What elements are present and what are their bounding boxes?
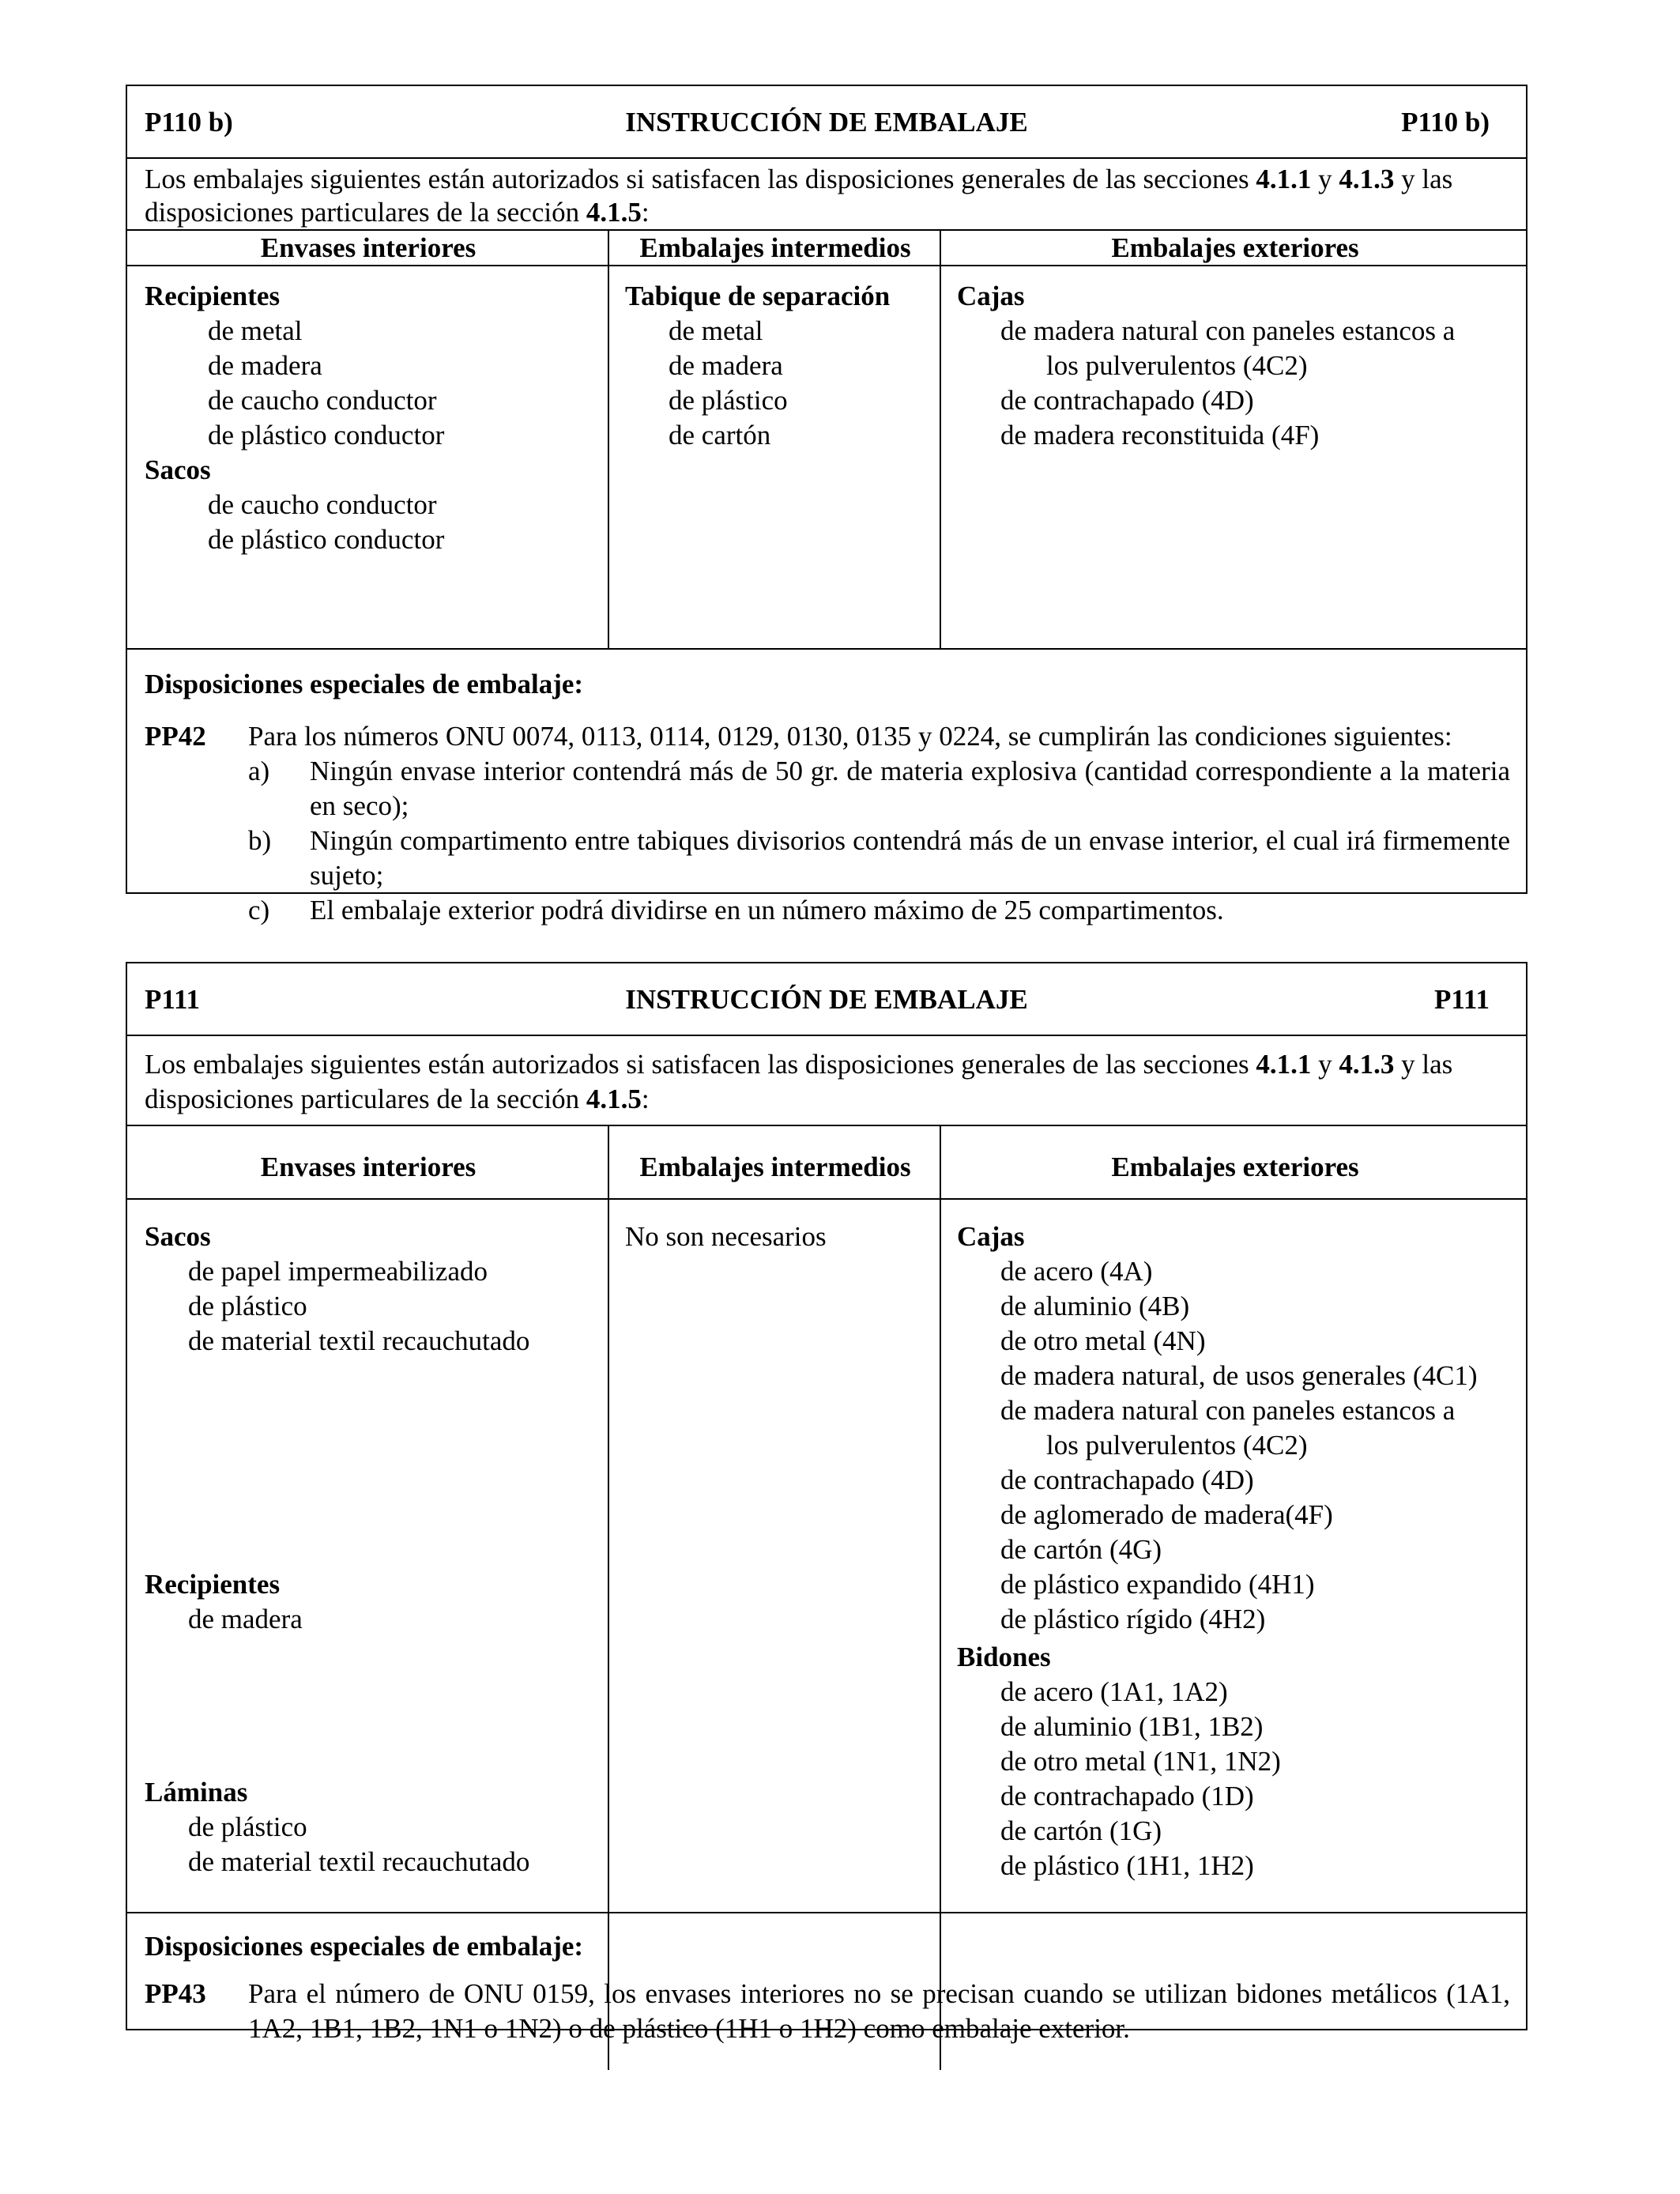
intermediate-packaging-list bbox=[625, 279, 890, 453]
category-heading: Recipientes bbox=[145, 281, 281, 311]
instruction-title: INSTRUCCIÓN DE EMBALAJE bbox=[625, 107, 1028, 138]
instruction-code-left: P111 bbox=[145, 984, 201, 1015]
inner-packaging-list bbox=[145, 1775, 529, 1879]
list-item: de madera natural con paneles estancos a bbox=[1000, 1395, 1456, 1426]
list-item: de plástico bbox=[669, 385, 788, 416]
section-ref: 4.1.3 bbox=[1339, 1049, 1395, 1080]
column-header-outer: Embalajes exteriores bbox=[1111, 1152, 1359, 1182]
list-item-continuation: los pulverulentos (4C2) bbox=[1046, 350, 1308, 381]
item-label: c) bbox=[248, 895, 270, 925]
list-item: de madera reconstituida (4F) bbox=[1000, 420, 1320, 450]
intro-text: Los embalajes siguientes están autorizados si satisfacen las disposiciones generales de las secciones bbox=[145, 1049, 1256, 1080]
provision-paragraph: Para el número de ONU 0159, los envases interiores no se precisan cuando se utilizan bidones metálicos (1A1, 1A2, 1B1, 1B2, 1N1 o 1N2) o de plástico (1H1 o 1H2) como embalaje exterior. bbox=[248, 1978, 1510, 2044]
divider bbox=[127, 265, 1526, 266]
intro-text: : bbox=[641, 1084, 650, 1114]
provision-item bbox=[248, 754, 1510, 824]
item-text: Ningún envase interior contendrá más de 50 gr. de materia explosiva (cantidad correspondiente a la materia en seco); bbox=[310, 756, 1510, 821]
list-item: de plástico conductor bbox=[208, 420, 445, 450]
list-item: No son necesarios bbox=[625, 1221, 827, 1252]
list-item: de contrachapado (1D) bbox=[1000, 1781, 1254, 1811]
special-provisions-title: Disposiciones especiales de embalaje: bbox=[145, 1931, 584, 1962]
category-heading: Sacos bbox=[145, 1221, 211, 1252]
provision-paragraph: Para los números ONU 0074, 0113, 0114, 0129, 0130, 0135 y 0224, se cumplirán las condiciones siguientes: bbox=[248, 721, 1452, 752]
column-header-inner: Envases interiores bbox=[260, 1152, 477, 1182]
section-ref: 4.1.5 bbox=[586, 1084, 642, 1114]
category-heading: Cajas bbox=[957, 281, 1025, 311]
list-item: de cartón (4G) bbox=[1000, 1534, 1162, 1565]
intermediate-packaging-list bbox=[625, 1220, 827, 1254]
list-item: de otro metal (4N) bbox=[1000, 1325, 1206, 1356]
divider bbox=[127, 1035, 1526, 1036]
inner-packaging-list bbox=[145, 1567, 303, 1637]
list-item: de caucho conductor bbox=[208, 385, 437, 416]
intro-text: y las disposiciones particulares de la sección bbox=[145, 164, 1453, 228]
item-label: b) bbox=[248, 825, 272, 856]
list-item: de acero (1A1, 1A2) bbox=[1000, 1676, 1228, 1707]
item-text: Ningún compartimento entre tabiques divisorios contendrá más de un envase interior, el cual irá firmemente sujeto; bbox=[310, 825, 1510, 891]
list-item-continuation: los pulverulentos (4C2) bbox=[1046, 1430, 1308, 1461]
list-item: de otro metal (1N1, 1N2) bbox=[1000, 1746, 1281, 1777]
list-item: de aluminio (1B1, 1B2) bbox=[1000, 1711, 1264, 1742]
list-item: de plástico expandido (4H1) bbox=[1000, 1569, 1315, 1600]
list-item: de contrachapado (4D) bbox=[1000, 385, 1254, 416]
inner-packaging-list bbox=[145, 279, 444, 557]
category-heading: Recipientes bbox=[145, 1569, 281, 1600]
item-text: El embalaje exterior podrá dividirse en un número máximo de 25 compartimentos. bbox=[310, 895, 1224, 925]
intro-paragraph bbox=[145, 163, 1510, 229]
list-item: de metal bbox=[208, 315, 303, 346]
section-ref: 4.1.3 bbox=[1339, 164, 1395, 194]
section-ref: 4.1.1 bbox=[1256, 1049, 1312, 1080]
list-item: de contrachapado (4D) bbox=[1000, 1465, 1254, 1495]
divider bbox=[127, 1912, 1526, 1913]
instruction-code-left: P110 b) bbox=[145, 107, 233, 138]
list-item: de madera natural con paneles estancos a bbox=[1000, 315, 1456, 346]
list-item: de madera bbox=[208, 350, 322, 381]
intro-text: Los embalajes siguientes están autorizados si satisfacen las disposiciones generales de las secciones bbox=[145, 164, 1256, 194]
column-divider bbox=[608, 229, 609, 648]
list-item: de plástico bbox=[188, 1811, 307, 1842]
packing-instruction-p110b bbox=[126, 85, 1527, 925]
list-item: de madera bbox=[188, 1604, 303, 1634]
special-provision-code: PP42 bbox=[145, 721, 206, 752]
divider bbox=[127, 648, 1526, 650]
intro-text: y bbox=[1311, 164, 1339, 194]
special-provision-code: PP43 bbox=[145, 1978, 206, 2009]
list-item: de aglomerado de madera(4F) bbox=[1000, 1499, 1333, 1530]
list-item: de cartón bbox=[669, 420, 771, 450]
column-header-outer: Embalajes exteriores bbox=[1111, 232, 1359, 263]
divider bbox=[127, 1125, 1526, 1126]
item-label: a) bbox=[248, 756, 270, 786]
intro-text: : bbox=[641, 197, 650, 228]
provision-item bbox=[248, 824, 1510, 893]
list-item: de plástico rígido (4H2) bbox=[1000, 1604, 1266, 1634]
instruction-code-right: P110 b) bbox=[1401, 107, 1490, 138]
intro-text: y bbox=[1311, 1049, 1339, 1080]
category-heading: Sacos bbox=[145, 454, 211, 485]
column-header-intermediate: Embalajes intermedios bbox=[639, 232, 911, 263]
list-item: de madera bbox=[669, 350, 783, 381]
list-item: de material textil recauchutado bbox=[188, 1846, 530, 1877]
divider bbox=[127, 1198, 1526, 1200]
column-divider bbox=[608, 1125, 609, 2070]
special-provisions-title: Disposiciones especiales de embalaje: bbox=[145, 669, 584, 699]
intro-paragraph bbox=[145, 1047, 1510, 1117]
list-item: de metal bbox=[669, 315, 763, 346]
divider bbox=[127, 157, 1526, 159]
category-heading: Bidones bbox=[957, 1642, 1051, 1672]
list-item: de madera natural, de usos generales (4C1) bbox=[1000, 1360, 1478, 1391]
list-item: de aluminio (4B) bbox=[1000, 1291, 1190, 1321]
list-item: de acero (4A) bbox=[1000, 1256, 1153, 1287]
category-heading: Tabique de separación bbox=[625, 281, 891, 311]
list-item: de cartón (1G) bbox=[1000, 1815, 1162, 1846]
instruction-title: INSTRUCCIÓN DE EMBALAJE bbox=[625, 984, 1028, 1015]
packing-instruction-p111 bbox=[126, 962, 1527, 2044]
special-provision-text bbox=[248, 1977, 1510, 2046]
list-item: de plástico conductor bbox=[208, 524, 445, 555]
inner-packaging-list bbox=[145, 1220, 529, 1359]
list-item: de caucho conductor bbox=[208, 489, 437, 520]
section-ref: 4.1.5 bbox=[586, 197, 642, 228]
special-provision-text bbox=[248, 719, 1510, 928]
column-header-intermediate: Embalajes intermedios bbox=[639, 1152, 911, 1182]
outer-packaging-list bbox=[957, 1220, 1478, 1883]
outer-packaging-list bbox=[957, 279, 1455, 453]
list-item: de plástico bbox=[188, 1291, 307, 1321]
column-divider bbox=[940, 229, 941, 648]
list-item: de papel impermeabilizado bbox=[188, 1256, 488, 1287]
list-item: de plástico (1H1, 1H2) bbox=[1000, 1850, 1254, 1881]
column-divider bbox=[940, 1125, 941, 2070]
category-heading: Cajas bbox=[957, 1221, 1025, 1252]
provision-item bbox=[248, 893, 1510, 928]
intro-text: y las disposiciones particulares de la sección bbox=[145, 1049, 1453, 1114]
list-item: de material textil recauchutado bbox=[188, 1325, 530, 1356]
column-header-inner: Envases interiores bbox=[260, 232, 477, 263]
instruction-code-right: P111 bbox=[1433, 984, 1490, 1015]
section-ref: 4.1.1 bbox=[1256, 164, 1312, 194]
category-heading: Láminas bbox=[145, 1777, 248, 1808]
